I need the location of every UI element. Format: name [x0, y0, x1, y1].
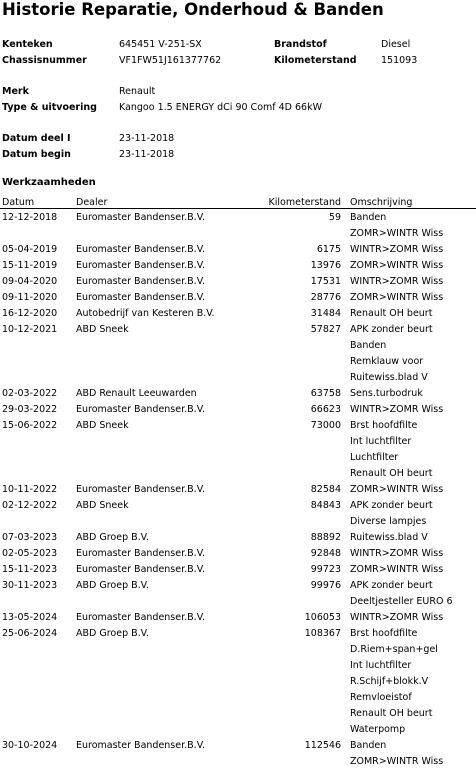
row-date: 12-12-2018	[2, 212, 58, 223]
omschrijving-line: Deeltjesteller EURO 6	[350, 596, 453, 607]
row-omschrijving	[350, 610, 443, 626]
row-dealer: ABD Sneek	[76, 500, 129, 511]
omschrijving-line: Luchtfilter	[350, 452, 399, 463]
row-kilometerstand: 28776	[310, 292, 341, 303]
datum-deel1-label: Datum deel I	[2, 133, 71, 144]
omschrijving-line: Brst hoofdfilte	[350, 420, 418, 431]
table-row	[0, 242, 476, 258]
column-header-omschrijving: Omschrijving	[350, 197, 413, 208]
row-omschrijving	[350, 418, 432, 482]
row-kilometerstand: 73000	[310, 420, 341, 431]
table-row	[0, 210, 476, 242]
omschrijving-line: Brst hoofdfilte	[350, 628, 418, 639]
type-label: Type & uitvoering	[2, 102, 97, 113]
row-omschrijving	[350, 306, 432, 322]
datum-begin-label: Datum begin	[2, 149, 71, 160]
page-title: Historie Reparatie, Onderhoud & Banden	[2, 0, 384, 19]
table-row	[0, 626, 476, 738]
kilometerstand-label: Kilometerstand	[274, 55, 357, 66]
omschrijving-line: Waterpomp	[350, 724, 406, 735]
row-kilometerstand: 63758	[310, 388, 341, 399]
omschrijving-line: Sens.turbodruk	[350, 388, 423, 399]
row-dealer: Euromaster Bandenser.B.V.	[76, 612, 205, 623]
omschrijving-line: Diverse lampjes	[350, 516, 427, 527]
datum-deel1-value: 23-11-2018	[119, 133, 175, 144]
row-dealer: ABD Renault Leeuwarden	[76, 388, 197, 399]
omschrijving-line: Int luchtfilter	[350, 436, 412, 447]
kilometerstand-value: 151093	[381, 55, 418, 66]
row-date: 09-11-2020	[2, 292, 58, 303]
row-date: 02-03-2022	[2, 388, 58, 399]
merk-label: Merk	[2, 86, 29, 97]
row-date: 16-12-2020	[2, 308, 58, 319]
row-dealer: Euromaster Bandenser.B.V.	[76, 212, 205, 223]
table-row	[0, 610, 476, 626]
row-date: 02-12-2022	[2, 500, 58, 511]
omschrijving-line: R.Schijf+blokk.V	[350, 676, 429, 687]
row-dealer: Euromaster Bandenser.B.V.	[76, 244, 205, 255]
omschrijving-line: ZOMR>WINTR Wiss	[350, 260, 444, 271]
table-row	[0, 498, 476, 530]
table-row	[0, 562, 476, 578]
row-date: 09-04-2020	[2, 276, 58, 287]
row-dealer: Autobedrijf van Kesteren B.V.	[76, 308, 215, 319]
row-dealer: Euromaster Bandenser.B.V.	[76, 260, 205, 271]
type-value: Kangoo 1.5 ENERGY dCi 90 Comf 4D 66kW	[119, 102, 322, 113]
omschrijving-line: WINTR>ZOMR Wiss	[350, 276, 444, 287]
row-kilometerstand: 6175	[316, 244, 341, 255]
row-date: 30-11-2023	[2, 580, 58, 591]
kenteken-value: 645451 V-251-SX	[119, 39, 202, 50]
row-dealer: Euromaster Bandenser.B.V.	[76, 276, 205, 287]
omschrijving-line: WINTR>ZOMR Wiss	[350, 612, 444, 623]
omschrijving-line: WINTR>ZOMR Wiss	[350, 404, 444, 415]
row-date: 10-12-2021	[2, 324, 58, 335]
omschrijving-line: Banden	[350, 212, 387, 223]
row-omschrijving	[350, 530, 428, 546]
table-row	[0, 386, 476, 402]
omschrijving-line: Renault OH beurt	[350, 308, 433, 319]
row-kilometerstand: 92848	[310, 548, 341, 559]
table-header	[0, 197, 476, 208]
row-date: 30-10-2024	[2, 740, 58, 751]
row-omschrijving	[350, 274, 443, 290]
omschrijving-line: Remklauw voor	[350, 356, 424, 367]
omschrijving-line: APK zonder beurt	[350, 324, 433, 335]
omschrijving-line: ZOMR>WINTR Wiss	[350, 228, 444, 239]
row-date: 15-11-2019	[2, 260, 58, 271]
table-row	[0, 402, 476, 418]
row-omschrijving	[350, 626, 438, 738]
datum-begin-value: 23-11-2018	[119, 149, 175, 160]
table-row	[0, 274, 476, 290]
row-omschrijving	[350, 578, 453, 610]
table-row	[0, 418, 476, 482]
omschrijving-line: ZOMR>WINTR Wiss	[350, 484, 444, 495]
row-date: 15-11-2023	[2, 564, 58, 575]
omschrijving-line: D.Riem+span+gel	[350, 644, 438, 655]
row-omschrijving	[350, 562, 443, 578]
brandstof-label: Brandstof	[274, 39, 327, 50]
row-omschrijving	[350, 738, 443, 770]
row-kilometerstand: 88892	[310, 532, 341, 543]
kenteken-label: Kenteken	[2, 39, 53, 50]
row-dealer: ABD Sneek	[76, 420, 129, 431]
row-omschrijving	[350, 210, 443, 242]
row-omschrijving	[350, 290, 443, 306]
merk-value: Renault	[119, 86, 156, 97]
omschrijving-line: Renault OH beurt	[350, 708, 433, 719]
omschrijving-line: ZOMR>WINTR Wiss	[350, 756, 444, 767]
row-omschrijving	[350, 386, 423, 402]
row-kilometerstand: 17531	[310, 276, 341, 287]
column-header-kilometerstand: Kilometerstand	[268, 197, 341, 208]
row-kilometerstand: 59	[328, 212, 341, 223]
omschrijving-line: Renault OH beurt	[350, 468, 433, 479]
omschrijving-line: Ruitewiss.blad V	[350, 532, 428, 543]
header-divider	[0, 208, 476, 209]
omschrijving-line: APK zonder beurt	[350, 500, 433, 511]
omschrijving-line: WINTR>ZOMR Wiss	[350, 244, 444, 255]
row-date: 13-05-2024	[2, 612, 58, 623]
row-date: 15-06-2022	[2, 420, 58, 431]
row-kilometerstand: 99723	[310, 564, 341, 575]
omschrijving-line: Banden	[350, 340, 387, 351]
row-omschrijving	[350, 258, 443, 274]
table-row	[0, 578, 476, 610]
row-date: 29-03-2022	[2, 404, 58, 415]
row-omschrijving	[350, 546, 443, 562]
row-dealer: Euromaster Bandenser.B.V.	[76, 740, 205, 751]
row-omschrijving	[350, 242, 443, 258]
row-date: 25-06-2024	[2, 628, 58, 639]
row-dealer: Euromaster Bandenser.B.V.	[76, 404, 205, 415]
row-date: 07-03-2023	[2, 532, 58, 543]
omschrijving-line: ZOMR>WINTR Wiss	[350, 564, 444, 575]
table-row	[0, 322, 476, 386]
row-date: 02-05-2023	[2, 548, 58, 559]
row-kilometerstand: 106053	[304, 612, 341, 623]
row-kilometerstand: 57827	[310, 324, 341, 335]
table-row	[0, 546, 476, 562]
row-kilometerstand: 13976	[310, 260, 341, 271]
row-dealer: ABD Groep B.V.	[76, 532, 149, 543]
row-date: 10-11-2022	[2, 484, 58, 495]
table-row	[0, 306, 476, 322]
brandstof-value: Diesel	[381, 39, 411, 50]
omschrijving-line: Ruitewiss.blad V	[350, 372, 428, 383]
omschrijving-line: Remvloeistof	[350, 692, 412, 703]
omschrijving-line: WINTR>ZOMR Wiss	[350, 548, 444, 559]
row-kilometerstand: 82584	[310, 484, 341, 495]
table-row	[0, 290, 476, 306]
row-omschrijving	[350, 498, 433, 530]
column-header-dealer: Dealer	[76, 197, 108, 208]
table-row	[0, 482, 476, 498]
omschrijving-line: ZOMR>WINTR Wiss	[350, 292, 444, 303]
row-dealer: Euromaster Bandenser.B.V.	[76, 292, 205, 303]
row-kilometerstand: 84843	[310, 500, 341, 511]
row-dealer: ABD Sneek	[76, 324, 129, 335]
table-row	[0, 258, 476, 274]
werkzaamheden-table	[0, 210, 476, 770]
omschrijving-line: Banden	[350, 740, 387, 751]
row-omschrijving	[350, 402, 443, 418]
row-dealer: Euromaster Bandenser.B.V.	[76, 548, 205, 559]
table-row	[0, 738, 476, 770]
omschrijving-line: APK zonder beurt	[350, 580, 433, 591]
omschrijving-line: Int luchtfilter	[350, 660, 412, 671]
row-dealer: ABD Groep B.V.	[76, 580, 149, 591]
row-dealer: Euromaster Bandenser.B.V.	[76, 484, 205, 495]
row-omschrijving	[350, 482, 443, 498]
section-heading: Werkzaamheden	[2, 177, 96, 188]
chassis-value: VF1FW51J161377762	[119, 55, 222, 66]
column-header-datum: Datum	[2, 197, 35, 208]
row-kilometerstand: 112546	[304, 740, 341, 751]
row-kilometerstand: 99976	[310, 580, 341, 591]
chassis-label: Chassisnummer	[2, 55, 87, 66]
row-dealer: Euromaster Bandenser.B.V.	[76, 564, 205, 575]
table-row	[0, 530, 476, 546]
row-date: 05-04-2019	[2, 244, 58, 255]
row-kilometerstand: 108367	[304, 628, 341, 639]
row-kilometerstand: 66623	[310, 404, 341, 415]
row-dealer: ABD Groep B.V.	[76, 628, 149, 639]
row-kilometerstand: 31484	[310, 308, 341, 319]
row-omschrijving	[350, 322, 433, 386]
